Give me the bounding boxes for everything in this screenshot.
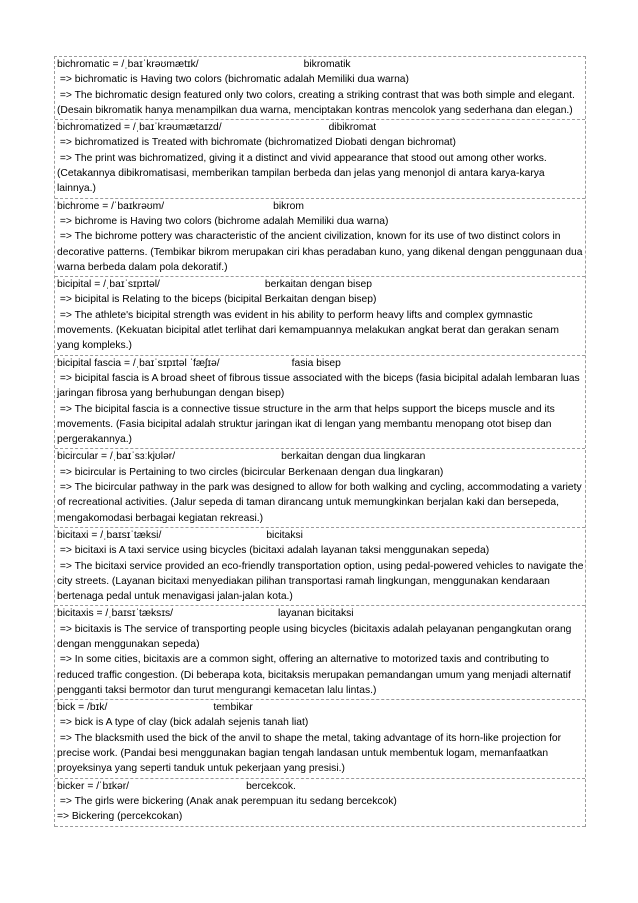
dictionary-entry bbox=[55, 356, 585, 450]
entry-example: => The bichrome pottery was characteristic of the ancient civilization, known for its use of two distinct colors in decorative patterns. (Tembikar bikrom merupakan ciri khas peradaban kuno, yang dikenal dengan penggunaan dua warna berbeda dalam pola dekoratif.) bbox=[57, 231, 586, 273]
entry-headword: bicitaxi = /ˌbaɪsɪˈtæksi/ bbox=[57, 529, 162, 541]
entry-headword: bicker = /ˈbɪkər/ bbox=[57, 780, 130, 792]
entry-headline bbox=[57, 528, 584, 543]
entry-headline bbox=[57, 277, 584, 292]
entry-example: => In some cities, bicitaxis are a common sight, offering an alternative to motorized taxis and contributing to reduced traffic congestion. (Di beberapa kota, bicitaksis merupakan pemandangan umum yang menjadi alternatif pengganti taksi bermotor dan turut mengurangi kemacetan lalu lintas.) bbox=[57, 654, 574, 696]
entry-headword: bichromatic = /ˌbaɪˈkrəʊmætɪk/ bbox=[57, 59, 199, 70]
entry-translation: fasia bisep bbox=[291, 357, 341, 369]
entry-headline bbox=[57, 120, 584, 135]
entry-definition: => bichromatic is Having two colors (bichromatic adalah Memiliki dua warna) bbox=[57, 74, 409, 86]
entry-translation: berkaitan dengan bisep bbox=[264, 279, 372, 291]
entry-example: => The print was bichromatized, giving it a distinct and vivid appearance that stood out among other works. (Cetakannya dibikromatisasi, memberikan tampilan berbeda dan jelas yang menonjol di antara karya-karya lainnya.) bbox=[57, 152, 550, 195]
dictionary-entry bbox=[55, 199, 585, 277]
entry-example: => The bicipital fascia is a connective tissue structure in the arm that helps support the biceps muscle and its movements. (Fasia bicipital adalah struktur jaringan ikat di lengan yang membantu menopang otot bisep dan pergerakannya.) bbox=[57, 403, 558, 446]
entry-headword: bick = /bɪk/ bbox=[57, 702, 108, 714]
entry-example: => Bickering (percekcokan) bbox=[57, 811, 183, 823]
entry-headword: bicitaxis = /ˌbaɪsɪˈtæksɪs/ bbox=[57, 608, 173, 620]
entry-headword: bichromatized = /ˌbaɪˈkrəʊmætaɪzd/ bbox=[57, 122, 222, 134]
entry-headword: bichrome = /ˈbaɪkrəʊm/ bbox=[57, 200, 165, 212]
entry-headline bbox=[57, 356, 584, 371]
entry-translation: bikrom bbox=[273, 200, 304, 212]
entry-definition: => bichrome is Having two colors (bichrome adalah Memiliki dua warna) bbox=[57, 215, 389, 227]
dictionary-sheet bbox=[54, 56, 586, 827]
entry-translation: bicitaksi bbox=[266, 529, 303, 541]
entry-definition: => bicitaxis is The service of transporting people using bicycles (bicitaxis adalah pelayanan pengangkutan orang dengan menggunakan sepeda) bbox=[57, 623, 575, 650]
entry-headword: bicipital fascia = /ˌbaɪˈsɪpɪtəl ˈfæʃɪə/ bbox=[57, 357, 220, 369]
entry-headline bbox=[57, 779, 584, 794]
entry-headline bbox=[57, 449, 584, 464]
entry-headline bbox=[57, 199, 584, 214]
entry-definition: => bicipital fascia is A broad sheet of fibrous tissue associated with the biceps (fasia bicipital adalah lembaran luas jaringan fibrosa yang berhubungan dengan bisep) bbox=[57, 372, 583, 400]
dictionary-entry bbox=[55, 779, 585, 827]
entry-example: => The bicircular pathway in the park was designed to allow for both walking and cycling, accommodating a variety of recreational activities. (Jalur sepeda di taman dirancang untuk memungkinkan berjalan kaki dan bersepeda, mengakomodasi berbagai kegiatan rekreasi.) bbox=[57, 482, 585, 524]
entry-headline bbox=[57, 606, 584, 621]
entry-headword: bicipital = /ˌbaɪˈsɪpɪtəl/ bbox=[57, 279, 160, 291]
entry-definition: => The girls were bickering (Anak anak perempuan itu sedang bercekcok) bbox=[57, 795, 397, 807]
entry-definition: => bicitaxi is A taxi service using bicycles (bicitaxi adalah layanan taksi menggunakan sepeda) bbox=[57, 545, 490, 557]
dictionary-entry bbox=[55, 528, 585, 606]
dictionary-entry bbox=[55, 449, 585, 527]
entry-headword: bicircular = /ˌbaɪˈsɜːkjʊlər/ bbox=[57, 451, 176, 463]
entry-definition: => bicircular is Pertaining to two circles (bicircular Berkenaan dengan dua lingkaran) bbox=[57, 466, 444, 478]
dictionary-entry bbox=[55, 277, 585, 355]
entry-headline bbox=[57, 700, 584, 715]
entry-example: => The blacksmith used the bick of the anvil to shape the metal, taking advantage of its horn-like projection for precise work. (Pandai besi menggunakan bagian tengah landasan untuk membentuk logam, memanfaatkan proyeksinya yang seperti tanduk untuk pekerjaan yang presisi.) bbox=[57, 732, 564, 775]
entry-translation: berkaitan dengan dua lingkaran bbox=[281, 451, 426, 463]
dictionary-entry bbox=[55, 57, 585, 120]
entry-example: => The bicitaxi service provided an eco-friendly transportation option, using pedal-powered vehicles to navigate the city streets. (Layanan bicitaxi menyediakan pilihan transportasi ramah lingkungan, menggunakan kendaraan bertenaga pedal untuk menavigasi jalan-jalan kota.) bbox=[57, 560, 587, 603]
entry-translation: tembikar bbox=[213, 702, 253, 714]
dictionary-entry bbox=[55, 120, 585, 198]
entry-example: => The athlete's bicipital strength was evident in his ability to perform heavy lifts and complex gymnastic movements. (Kekuatan bicipital atlet terlihat dari kemampuannya melakukan angkat berat dan gerakan senam yang kompleks.) bbox=[57, 309, 562, 352]
dictionary-entry bbox=[55, 606, 585, 700]
entry-translation: bikromatik bbox=[303, 59, 351, 70]
entry-example: => The bichromatic design featured only two colors, creating a striking contrast that was both simple and elegant. (Desain bikromatik hanya menampilkan dua warna, menciptakan kontras mencolok yang sederhana dan elegan.) bbox=[57, 89, 578, 116]
entry-translation: bercekcok. bbox=[246, 780, 296, 792]
entry-headline bbox=[57, 57, 584, 72]
entry-translation: layanan bicitaksi bbox=[278, 608, 354, 620]
entry-definition: => bick is A type of clay (bick adalah sejenis tanah liat) bbox=[57, 717, 309, 729]
entry-translation: dibikromat bbox=[328, 122, 377, 134]
entry-definition: => bicipital is Relating to the biceps (bicipital Berkaitan dengan bisep) bbox=[57, 294, 377, 306]
dictionary-entry bbox=[55, 700, 585, 778]
entry-definition: => bichromatized is Treated with bichromate (bichromatized Diobati dengan bichromat) bbox=[57, 137, 456, 149]
